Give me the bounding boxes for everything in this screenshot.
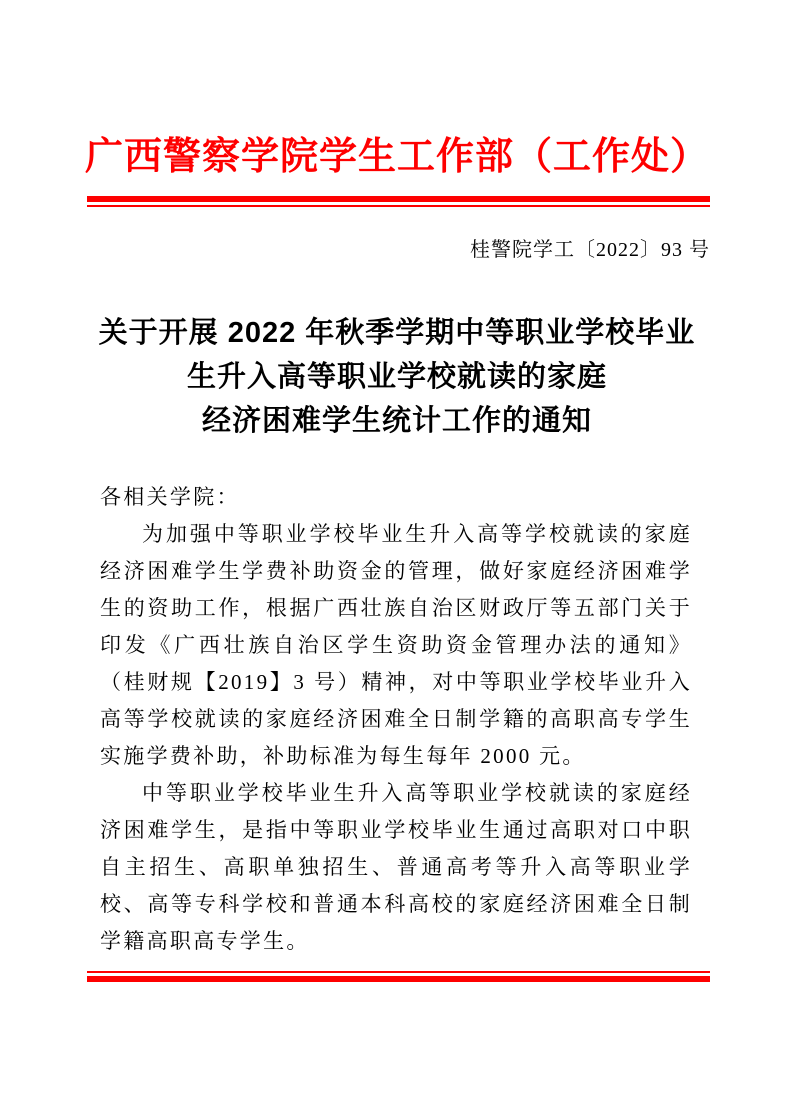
body-paragraph-2: 中等职业学校毕业生升入高等职业学校就读的家庭经济困难学生，是指中等职业学校毕业生通过高职对口中职自主招生、高职单独招生、普通高考等升入高等职业学校、高等专科学校和普通本科高校的家庭经济困难全日制学籍高职高专学生。 <box>100 781 692 953</box>
footer-rule-thick-bar <box>87 976 710 982</box>
document-title-line-1: 关于开展 2022 年秋季学期中等职业学校毕业 <box>98 317 696 349</box>
document-title-line-2: 生升入高等职业学校就读的家庭 <box>186 361 607 393</box>
body-paragraph-1: 为加强中等职业学校毕业生升入高等学校就读的家庭经济困难学生学费补助资金的管理，做好家庭经济困难学生的资助工作，根据广西壮族自治区财政厅等五部门关于印发《广西壮族自治区学生资助资金管理办法的通知》（桂财规【2019】3 号）精神，对中等职业学校毕业升入高等学校就读的家庭经济困难全日制学籍的高职高专学生实施学费补助，补助标准为每生每年 2000 元。 <box>100 522 692 768</box>
document-title-line-3: 经济困难学生统计工作的通知 <box>201 405 592 437</box>
header-double-rule <box>87 196 710 207</box>
footer-double-rule <box>87 971 710 982</box>
document-body <box>100 479 692 960</box>
header-rule-thin-bar <box>87 205 710 207</box>
document-number: 桂警院学工〔2022〕93 号 <box>470 239 710 261</box>
document-title <box>50 311 744 443</box>
agency-header-title: 广西警察学院学生工作部（工作处） <box>84 136 709 178</box>
salutation: 各相关学院： <box>100 485 240 509</box>
